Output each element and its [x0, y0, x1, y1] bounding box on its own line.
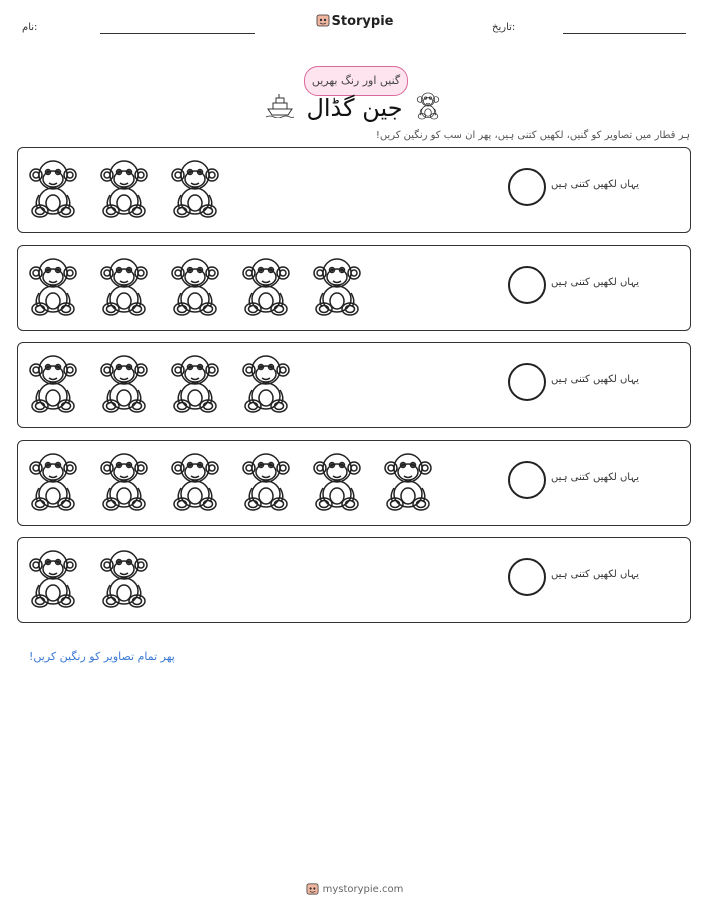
- monkey-icon: [99, 354, 149, 414]
- date-label: تاریخ:: [492, 22, 516, 33]
- count-row-4: [17, 440, 691, 526]
- answer-circle[interactable]: [508, 266, 546, 304]
- instructions: ہر قطار میں تصاویر کو گنیں، لکھیں کتنی ہیں، پھر ان سب کو رنگین کریں!: [375, 130, 690, 141]
- monkey-icon: [28, 452, 78, 512]
- write-count-label: یہاں لکھیں کتنی ہیں: [551, 179, 639, 190]
- monkey-icon: [170, 354, 220, 414]
- brand-name: Storypie: [331, 14, 394, 29]
- page-title: جین گڈال: [306, 94, 403, 122]
- monkey-icon: [312, 452, 362, 512]
- monkey-icon: [241, 452, 291, 512]
- monkey-icon: [28, 257, 78, 317]
- answer-circle[interactable]: [508, 363, 546, 401]
- answer-circle[interactable]: [508, 461, 546, 499]
- monkey-icon: [28, 354, 78, 414]
- monkey-icon: [241, 257, 291, 317]
- name-label: نام:: [22, 22, 38, 33]
- monkey-icon: [28, 549, 78, 609]
- monkey-icon: [99, 257, 149, 317]
- count-row-1: [17, 147, 691, 233]
- date-line[interactable]: [563, 33, 686, 34]
- count-row-5: [17, 537, 691, 623]
- answer-circle[interactable]: [508, 558, 546, 596]
- answer-circle[interactable]: [508, 168, 546, 206]
- name-line[interactable]: [100, 33, 255, 34]
- site-footer: [0, 882, 709, 895]
- activity-badge: گنیں اور رنگ بھریں: [304, 66, 408, 96]
- monkey-icon: [28, 159, 78, 219]
- site-url: mystorypie.com: [322, 884, 404, 895]
- storypie-logo-icon: [316, 13, 330, 27]
- write-count-label: یہاں لکھیں کتنی ہیں: [551, 569, 639, 580]
- count-row-3: [17, 342, 691, 428]
- monkey-icon: [415, 92, 441, 120]
- monkey-icon: [170, 257, 220, 317]
- footer-note: پھر تمام تصاویر کو رنگین کریں!: [29, 650, 175, 663]
- brand: [0, 13, 709, 29]
- monkey-icon: [99, 159, 149, 219]
- write-count-label: یہاں لکھیں کتنی ہیں: [551, 277, 639, 288]
- monkey-icon: [383, 452, 433, 512]
- monkey-icon: [312, 257, 362, 317]
- monkey-icon: [170, 159, 220, 219]
- storypie-logo-icon: [306, 882, 319, 895]
- monkey-icon: [99, 549, 149, 609]
- monkey-icon: [99, 452, 149, 512]
- monkey-icon: [170, 452, 220, 512]
- write-count-label: یہاں لکھیں کتنی ہیں: [551, 472, 639, 483]
- monkey-icon: [241, 354, 291, 414]
- count-row-2: [17, 245, 691, 331]
- write-count-label: یہاں لکھیں کتنی ہیں: [551, 374, 639, 385]
